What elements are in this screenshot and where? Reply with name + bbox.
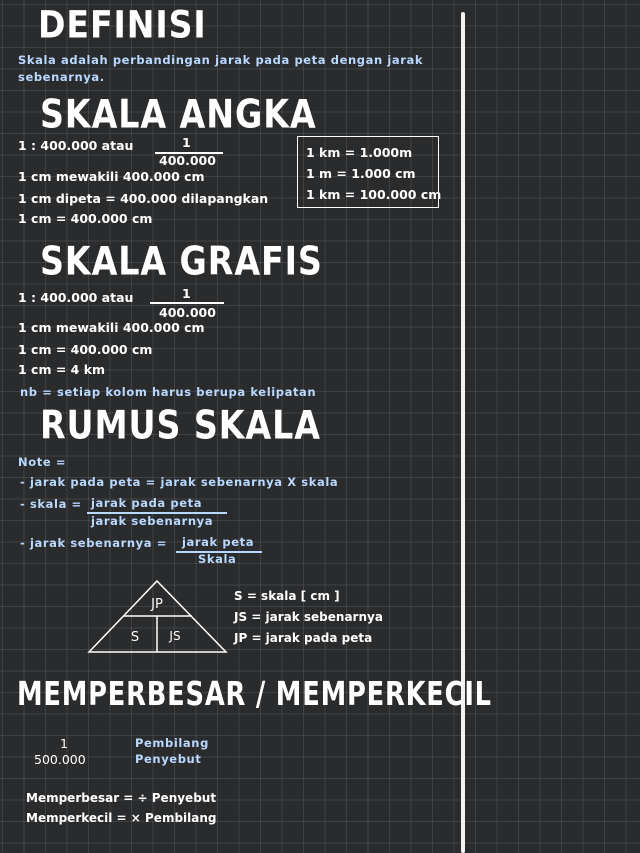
- memperbesar-title: MEMPERBESAR / MEMPERKECIL: [17, 674, 492, 713]
- skala-angka-title: SKALA ANGKA: [40, 92, 317, 138]
- rumus-item3-denominator: Skala: [198, 552, 237, 566]
- label-pembilang: Pembilang: [135, 736, 209, 750]
- triangle-js-label: JS: [169, 629, 181, 643]
- rumus-item1: - jarak pada peta = jarak sebenarnya X skala: [20, 475, 339, 489]
- legend-jp: JP = jarak pada peta: [234, 631, 373, 645]
- definisi-text-line2: sebenarnya.: [18, 70, 105, 84]
- rumus-item2-denominator: jarak sebenarnya: [91, 514, 214, 528]
- skala-grafis-line2: 1 cm mewakili 400.000 cm: [18, 320, 205, 335]
- triangle-jp-label: JP: [151, 597, 163, 612]
- legend-js: JS = jarak sebenarnya: [234, 610, 383, 624]
- skala-angka-line2: 1 cm mewakili 400.000 cm: [18, 169, 205, 184]
- skala-grafis-line4: 1 cm = 4 km: [18, 362, 106, 377]
- rule-memperkecil: Memperkecil = × Pembilang: [26, 811, 217, 825]
- skala-grafis-frac-den: 400.000: [159, 305, 216, 320]
- conversion-item-m-cm: 1 m = 1.000 cm: [306, 166, 416, 181]
- rumus-item3-prefix: - jarak sebenarnya =: [20, 536, 167, 550]
- definisi-text-line1: Skala adalah perbandingan jarak pada peta dengan jarak: [18, 53, 424, 67]
- rumus-note-label: Note =: [18, 455, 67, 469]
- definisi-title: DEFINISI: [38, 4, 207, 48]
- rumus-skala-title: RUMUS SKALA: [40, 403, 321, 449]
- skala-grafis-frac-line: [150, 302, 224, 304]
- skala-angka-line3: 1 cm dipeta = 400.000 dilapangkan: [18, 191, 269, 206]
- conversion-box: [297, 136, 442, 208]
- conversion-item-km-m: 1 km = 1.000m: [306, 145, 413, 160]
- skala-grafis-line3: 1 cm = 400.000 cm: [18, 342, 153, 357]
- legend-s: S = skala [ cm ]: [234, 589, 340, 603]
- skala-angka-line4: 1 cm = 400.000 cm: [18, 211, 153, 226]
- rumus-item2-prefix: - skala =: [20, 497, 82, 511]
- rumus-item3-numerator: jarak peta: [182, 535, 255, 549]
- skala-grafis-title: SKALA GRAFIS: [40, 239, 323, 285]
- label-penyebut: Penyebut: [135, 752, 202, 766]
- skala-grafis-line1: 1 : 400.000 atau: [18, 290, 134, 305]
- rule-memperbesar: Memperbesar = ÷ Penyebut: [26, 791, 217, 805]
- memperbesar-denominator: 500.000: [34, 752, 86, 767]
- memperbesar-numerator: 1: [60, 736, 68, 751]
- skala-angka-frac-den: 400.000: [159, 153, 216, 168]
- skala-triangle-diagram: [85, 578, 230, 656]
- conversion-item-km-cm: 1 km = 100.000 cm: [306, 187, 442, 202]
- rumus-item2-numerator: jarak pada peta: [91, 496, 203, 510]
- vertical-divider: [461, 12, 465, 853]
- triangle-s-label: S: [130, 630, 140, 645]
- skala-grafis-note: nb = setiap kolom harus berupa kelipatan: [20, 385, 317, 399]
- skala-angka-line1: 1 : 400.000 atau: [18, 138, 134, 153]
- skala-angka-frac-num: 1: [182, 135, 191, 150]
- skala-grafis-frac-num: 1: [182, 286, 191, 301]
